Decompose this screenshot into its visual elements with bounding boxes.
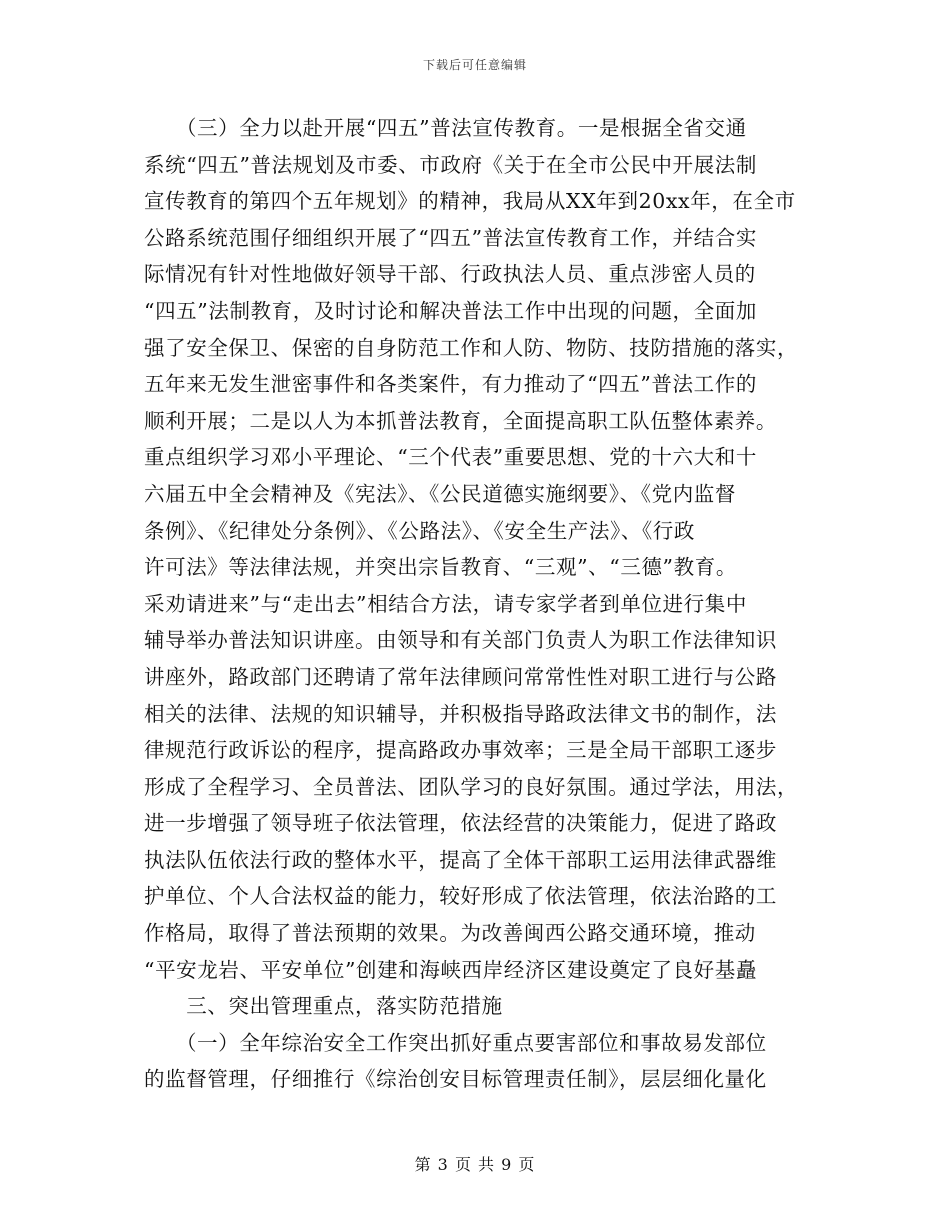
- text-line: （三）全力以赴开展“四五”普法宣传教育。一是根据全省交通: [144, 116, 747, 140]
- text-line: 系统“四五”普法规划及市委、市政府《关于在全市公民中开展法制: [144, 152, 757, 177]
- text-line: 宣传教育的第四个五年规划》的精神，我局从XX年到20xx年，在全市: [144, 189, 796, 214]
- text-line: 律规范行政诉讼的程序，提高路政办事效率；三是全局干部职工逐步: [144, 738, 777, 763]
- text-line: 五年来无发生泄密事件和各类案件，有力推动了“四五”普法工作的: [144, 372, 757, 397]
- text-line: 相关的法律、法规的知识辅导，并积极指导路政法律文书的制作，法: [144, 701, 777, 726]
- text-line: “四五”法制教育，及时讨论和解决普法工作中出现的问题，全面加: [144, 298, 757, 323]
- text-line: 采劝请进来”与“走出去”相结合方法，请专家学者到单位进行集中: [144, 591, 747, 616]
- page-header: 下载后可任意编辑: [422, 58, 527, 72]
- text-line: 形成了全程学习、全员普法、团队学习的良好氛围。通过学法，用法，: [144, 774, 799, 799]
- page-number: 第 3 页 共 9 页: [414, 1155, 536, 1174]
- text-line: 六届五中全会精神及《宪法》、《公民道德实施纲要》、《党内监督: [144, 481, 736, 506]
- text-line: 辅导举办普法知识讲座。由领导和有关部门负责人为职工作法律知识: [144, 628, 777, 653]
- text-line: “平安龙岩、平安单位”创建和海峡西岸经济区建设奠定了良好基矗: [144, 957, 757, 982]
- document-body: [144, 110, 824, 1098]
- text-line: 重点组织学习邓小平理论、“三个代表”重要思想、党的十六大和十: [144, 445, 757, 470]
- text-line: 顺利开展；二是以人为本抓普法教育，全面提高职工队伍整体素养。: [144, 408, 777, 433]
- text-line: 进一步增强了领导班子依法管理，依法经营的决策能力，促进了路政: [144, 811, 777, 836]
- text-line: 强了安全保卫、保密的自身防范工作和人防、物防、技防措施的落实，: [144, 335, 799, 360]
- text-line: 护单位、个人合法权益的能力，较好形成了依法管理，依法治路的工: [144, 884, 777, 909]
- section-heading: 三、突出管理重点，落实防范措施: [144, 994, 503, 1019]
- text-line: 讲座外，路政部门还聘请了常年法律顾问常常性性对职工进行与公路: [144, 664, 777, 689]
- text-line: 许可法》等法律法规，并突出宗旨教育、“三观”、“三德”教育。: [144, 555, 737, 580]
- text-line: 条例》、《纪律处分条例》、《公路法》、《安全生产法》、《行政: [144, 518, 695, 543]
- text-line: 作格局，取得了普法预期的效果。为改善闽西公路交通环境，推动: [144, 921, 756, 946]
- text-line: 执法队伍依法行政的整体水平，提高了全体干部职工运用法律武器维: [144, 847, 777, 872]
- text-line: （一）全年综治安全工作突出抓好重点要害部位和事故易发部位: [144, 1030, 767, 1055]
- text-line: 的监督管理，仔细推行《综治创安目标管理责任制》，层层细化量化: [144, 1067, 767, 1092]
- text-line: 际情况有针对性地做好领导干部、行政执法人员、重点涉密人员的: [144, 262, 756, 287]
- text-line: 公路系统范围仔细组织开展了“四五”普法宣传教育工作，并结合实: [144, 225, 757, 250]
